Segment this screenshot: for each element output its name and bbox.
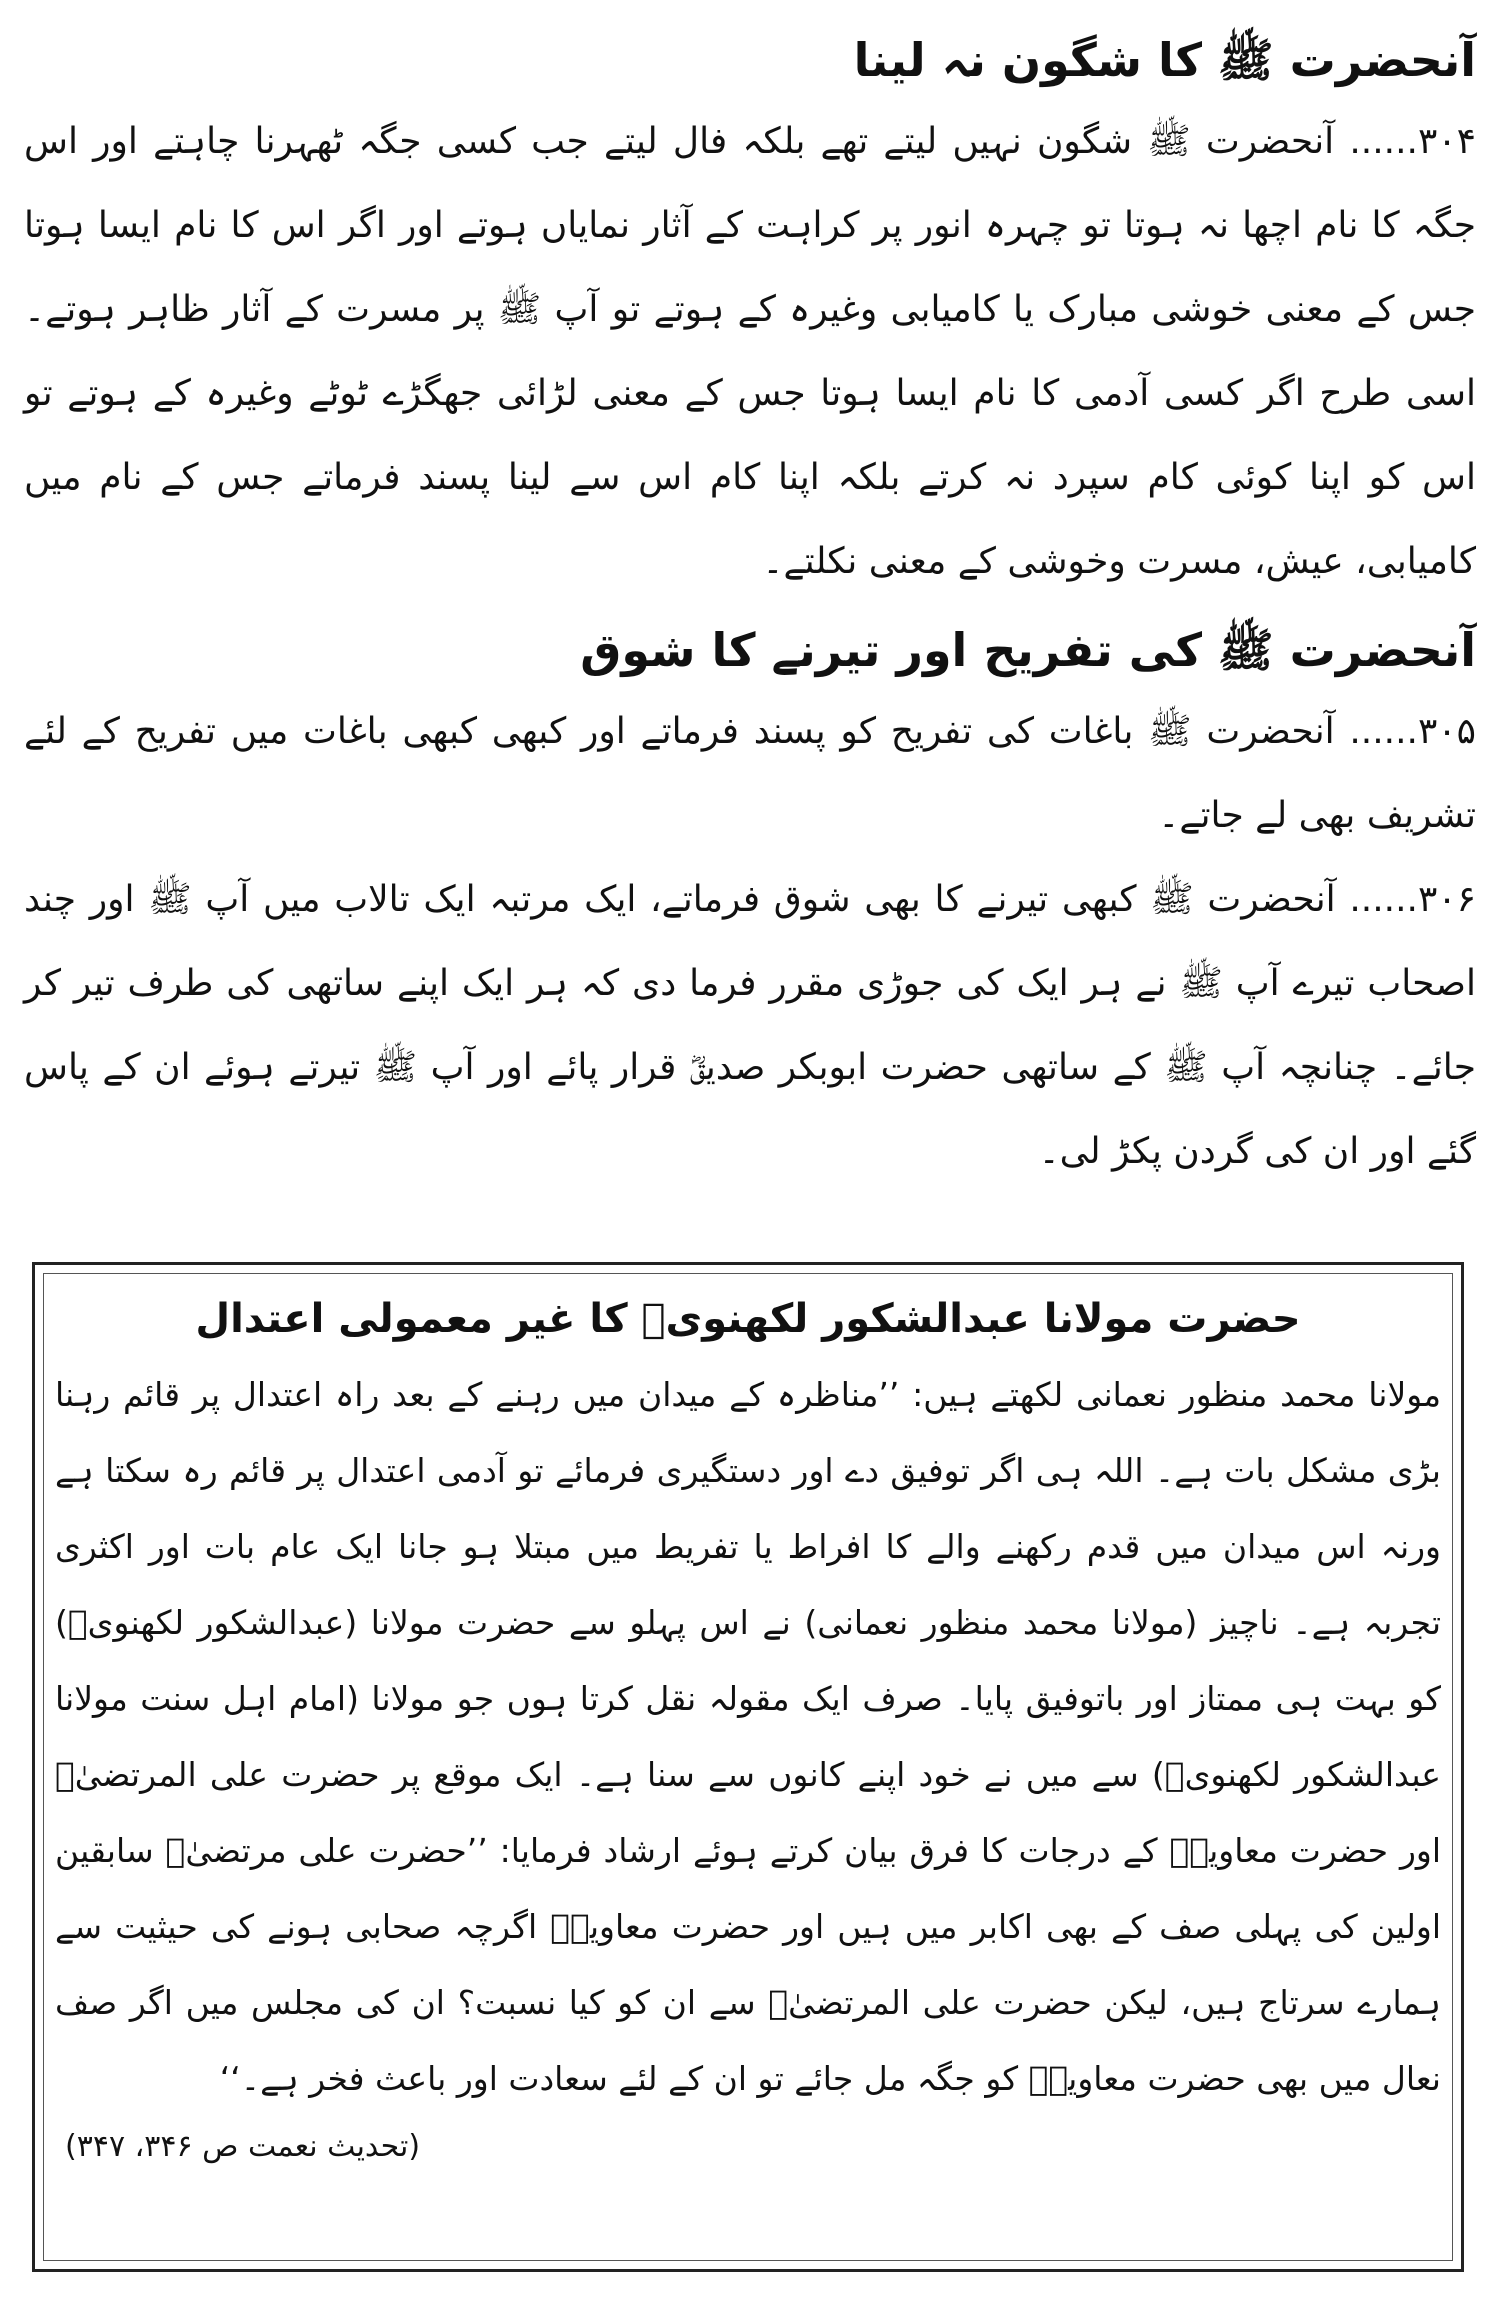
moderation-box <box>32 1262 1464 2272</box>
section-heading-omens: آنحضرت ﷺ کا شگون نہ لینا <box>853 33 1476 87</box>
section-heading-recreation: آنحضرت ﷺ کی تفریح اور تیرنے کا شوق <box>580 623 1476 677</box>
paragraph-304: ۳۰۴...... آنحضرت ﷺ شگون نہیں لیتے تھے بلکہ فال لیتے جب کسی جگہ ٹھہرنا چاہتے اور اس جگہ کا نام اچھا نہ ہوتا تو چہرہ انور پر کراہت کے آثار نمایاں ہوتے اور اگر اس کا نام ایسا ہوتا جس کے معنی خوشی مبارک یا کامیابی وغیرہ کے ہوتے تو آپ ﷺ پر مسرت کے آثار ظاہر ہوتے۔ اسی طرح اگر کسی آدمی کا نام ایسا ہوتا جس کے معنی لڑائی جھگڑے ٹوٹے وغیرہ کے ہوتے تو اس کو اپنا کوئی کام سپرد نہ کرتے بلکہ اپنا کام اس سے لینا پسند فرماتے جس کے نام میں کامیابی، عیش، مسرت وخوشی کے معنی نکلتے۔ <box>24 121 1476 582</box>
box-paragraph: مولانا محمد منظور نعمانی لکھتے ہیں: ’’مناظرہ کے میدان میں رہنے کے بعد راہ اعتدال پر قائم رہنا بڑی مشکل بات ہے۔ اللہ ہی اگر توفیق دے اور دستگیری فرمائے تو آدمی اعتدال پر قائم رہ سکتا ہے ورنہ اس میدان میں قدم رکھنے والے کا افراط یا تفریط میں مبتلا ہو جانا ایک عام بات اور اکثری تجربہ ہے۔ ناچیز (مولانا محمد منظور نعمانی) نے اس پہلو سے حضرت مولانا (عبدالشکور لکھنویؒ) کو بہت ہی ممتاز اور باتوفیق پایا۔ صرف ایک مقولہ نقل کرتا ہوں جو مولانا (امام اہل سنت مولانا عبدالشکور لکھنویؒ) سے میں نے خود اپنے کانوں سے سنا ہے۔ ایک موقع پر حضرت علی المرتضیٰؓ اور حضرت معاویہؓ کے درجات کا فرق بیان کرتے ہوئے ارشاد فرمایا: ’’حضرت علی مرتضیٰؓ سابقین اولین کی پہلی صف کے بھی اکابر میں ہیں اور حضرت معاویہؓ اگرچہ صحابی ہونے کی حیثیت سے ہمارے سرتاج ہیں، لیکن حضرت علی المرتضیٰؓ سے ان کو کیا نسبت؟ ان کی مجلس میں اگر صف نعال میں بھی حضرت معاویہؓ کو جگہ مل جائے تو ان کے لئے سعادت اور باعث فخر ہے۔‘‘ <box>55 1375 1441 2098</box>
box-title: حضرت مولانا عبدالشکور لکھنویؒ کا غیر معمولی اعتدال <box>195 1296 1301 1342</box>
paragraph-306: ۳۰۶...... آنحضرت ﷺ کبھی تیرنے کا بھی شوق فرماتے، ایک مرتبہ ایک تالاب میں آپ ﷺ اور چند اصحاب تیرے آپ ﷺ نے ہر ایک کی جوڑی مقرر فرما دی کہ ہر ایک اپنے ساتھی کی طرف تیر کر جائے۔ چنانچہ آپ ﷺ کے ساتھی حضرت ابوبکر صدیقؓ قرار پائے اور آپ ﷺ تیرتے ہوئے ان کے پاس گئے اور ان کی گردن پکڑ لی۔ <box>24 879 1476 1172</box>
page-content <box>24 20 1476 1194</box>
paragraph-305: ۳۰۵...... آنحضرت ﷺ باغات کی تفریح کو پسند فرماتے اور کبھی کبھی باغات میں تفریح کے لئے تشریف بھی لے جاتے۔ <box>24 711 1476 836</box>
citation: (تحدیث نعمت ص ۳۴۶، ۳۴۷) <box>65 2129 421 2164</box>
